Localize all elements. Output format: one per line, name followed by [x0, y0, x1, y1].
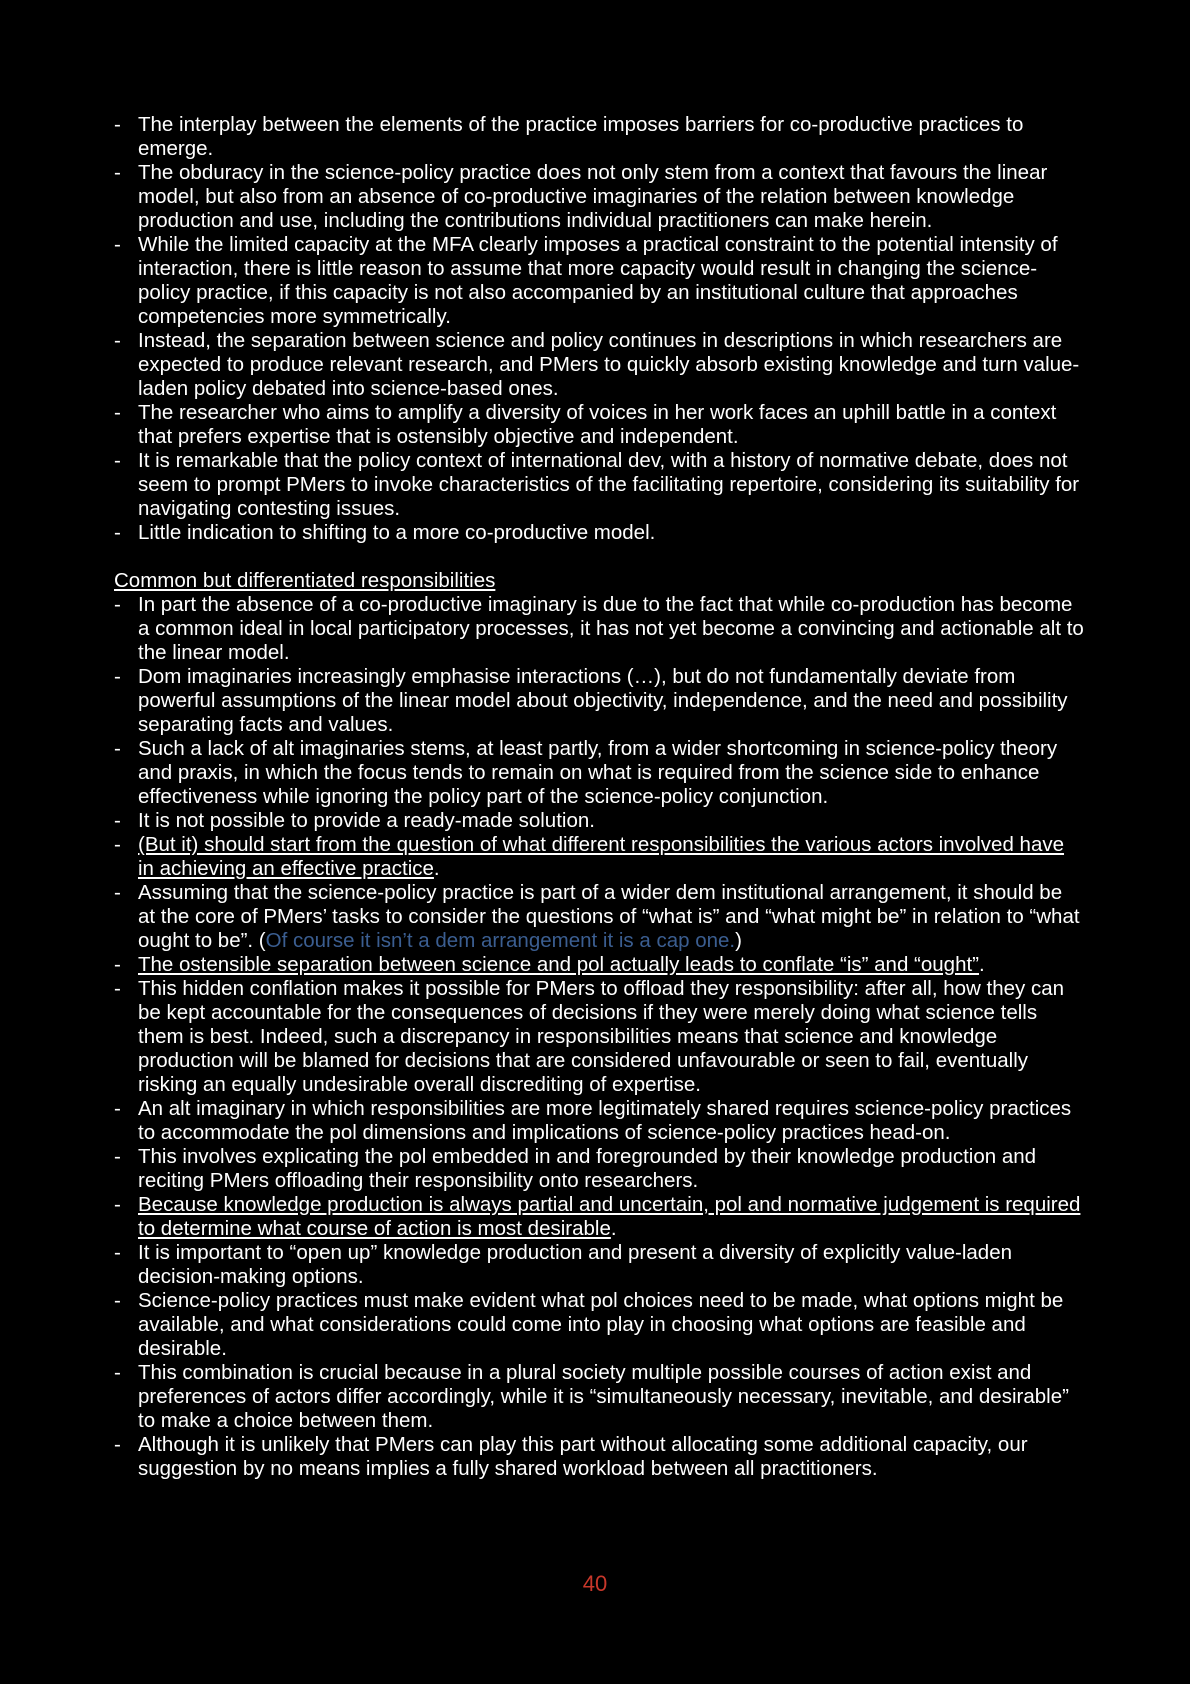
list-item: - Such a lack of alt imaginaries stems, at least partly, from a wider shortcoming in science-policy theory and praxis, in which the focus tends to remain on what is required from the science side to enhance effectiveness while ignoring the policy part of the science-policy conjunction. — [114, 737, 1084, 809]
list-item: - This combination is crucial because in a plural society multiple possible courses of action exist and preferences of actors differ accordingly, while it is “simultaneously necessary, inevitable, and desirable” to make a choice between them. — [114, 1361, 1084, 1433]
list-item — [114, 1193, 1084, 1241]
document-page — [114, 113, 1084, 1481]
list-item — [114, 881, 1084, 953]
item-tail: . — [610, 1217, 617, 1240]
item-tail: . — [979, 953, 985, 976]
item-tail: . — [433, 857, 440, 880]
list-item — [114, 833, 1084, 881]
list-item: - The interplay between the elements of the practice imposes barriers for co-productive practices to emerge. — [114, 113, 1084, 161]
underlined-text: Because knowledge production is always partial and uncertain, pol and normative judgement is required to determine what course of action is most desirable — [138, 1193, 1081, 1240]
list-item: - Science-policy practices must make evident what pol choices need to be made, what options might be available, and what considerations could come into play in choosing what options are feasible and desirable. — [114, 1289, 1084, 1361]
list-item: - The obduracy in the science-policy practice does not only stem from a context that favours the linear model, but also from an absence of co-productive imaginaries of the relation between knowledge production and use, including the contributions individual practitioners can make herein. — [114, 161, 1084, 233]
list-item: - The researcher who aims to amplify a diversity of voices in her work faces an uphill battle in a context that prefers expertise that is ostensibly objective and independent. — [114, 401, 1084, 449]
list-item — [114, 953, 1084, 977]
list-item: - Little indication to shifting to a more co-productive model. — [114, 521, 1084, 545]
responsibilities-list — [114, 593, 1084, 1481]
item-text: Assuming that the science-policy practice is part of a wider dem institutional arrangement, it should be at the core of PMers’ tasks to consider the questions of “what is” and “what might be” in relation to “what ought to be”. ( — [138, 881, 1080, 952]
list-item: - Instead, the separation between science and policy continues in descriptions in which researchers are expected to produce relevant research, and PMers to quickly absorb existing knowledge and turn value-laden policy debated into science-based ones. — [114, 329, 1084, 401]
item-tail: ) — [735, 929, 742, 952]
annotation-note: Of course it isn’t a dem arrangement it is a cap one. — [265, 929, 736, 952]
page-number: 40 — [582, 1571, 608, 1596]
section-heading: Common but differentiated responsibilities — [114, 569, 496, 592]
underlined-text: The ostensible separation between science and pol actually leads to conflate “is” and “ought” — [138, 953, 980, 976]
list-item: - This hidden conflation makes it possible for PMers to offload they responsibility: after all, how they can be kept accountable for the consequences of decisions if they were merely doing what science tells them is best. Indeed, such a discrepancy in responsibilities means that science and knowledge production will be blamed for decisions that are considered unfavourable or seen to fail, eventually risking an equally undesirable overall discrediting of expertise. — [114, 977, 1084, 1097]
list-item: - It is important to “open up” knowledge production and present a diversity of explicitly value-laden decision-making options. — [114, 1241, 1084, 1289]
list-item: - Dom imaginaries increasingly emphasise interactions (…), but do not fundamentally deviate from powerful assumptions of the linear model about objectivity, independence, and the need and possibility separating facts and values. — [114, 665, 1084, 737]
list-item: - While the limited capacity at the MFA clearly imposes a practical constraint to the potential intensity of interaction, there is little reason to assume that more capacity would result in changing the science-policy practice, if this capacity is not also accompanied by an institutional culture that approaches competencies more symmetrically. — [114, 233, 1084, 329]
list-item: - It is remarkable that the policy context of international dev, with a history of normative debate, does not seem to prompt PMers to invoke characteristics of the facilitating repertoire, considering its suitability for navigating contesting issues. — [114, 449, 1084, 521]
list-item: - This involves explicating the pol embedded in and foregrounded by their knowledge production and reciting PMers offloading their responsibility onto researchers. — [114, 1145, 1084, 1193]
list-item: - Although it is unlikely that PMers can play this part without allocating some additional capacity, our suggestion by no means implies a fully shared workload between all practitioners. — [114, 1433, 1084, 1481]
list-item: - In part the absence of a co-productive imaginary is due to the fact that while co-production has become a common ideal in local participatory processes, it has not yet become a convincing and actionable alt to the linear model. — [114, 593, 1084, 665]
underlined-text: (But it) should start from the question of what different responsibilities the various actors involved have in achieving an effective practice — [138, 833, 1065, 880]
list-item: - An alt imaginary in which responsibilities are more legitimately shared requires science-policy practices to accommodate the pol dimensions and implications of science-policy practices head-on. — [114, 1097, 1084, 1145]
summary-list — [114, 113, 1084, 545]
list-item: - It is not possible to provide a ready-made solution. — [114, 809, 1084, 833]
